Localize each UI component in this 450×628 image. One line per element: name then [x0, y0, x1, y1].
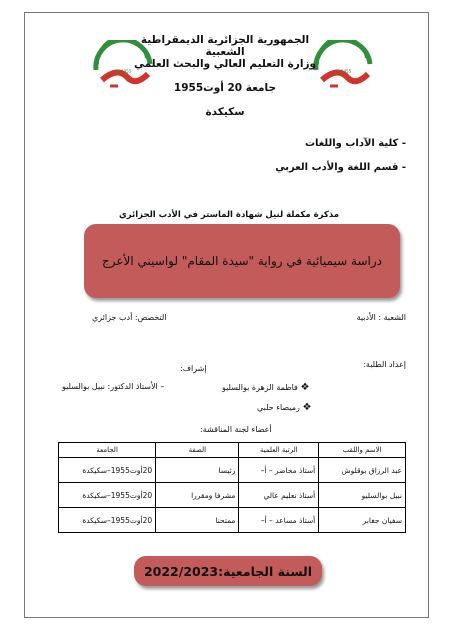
student-name: فاطمة الزهرة بوالسليو	[222, 383, 298, 392]
student-name: رميصاء حلبي	[257, 403, 300, 412]
table-cell: مشرفا ومقررا	[156, 483, 239, 508]
academic-year-box	[134, 556, 322, 586]
diamond-bullet-icon: ❖	[302, 402, 312, 413]
column-header: الجامعة	[59, 443, 156, 458]
department-line: - قسم اللغة والأدب العربي	[275, 162, 406, 173]
table-cell: أستاذ تعليم عالي	[239, 483, 319, 508]
ministry-name: وزارة التعليم العالي والبحث العلمي	[133, 58, 317, 70]
table-row	[59, 508, 406, 533]
table-row	[59, 458, 406, 483]
table-cell: 20أوت1955–سكيكدة	[59, 458, 156, 483]
student-item	[222, 382, 309, 393]
specialty-line: التخصص: أدب جزائري	[92, 313, 167, 322]
table-cell: أستاذ مساعد – أ–	[239, 508, 319, 533]
table-cell: أستاذ محاضر – أ–	[239, 458, 319, 483]
table-cell: 20أوت1955–سكيكدة	[59, 508, 156, 533]
svg-text:20 1955: 20 1955	[114, 69, 132, 74]
column-header: الصفة	[156, 443, 239, 458]
supervisor-line: – الأستاذ الدكتور: نبيل بوالسليو	[62, 382, 165, 391]
table-cell: 20أوت1955–سكيكدة	[59, 483, 156, 508]
committee-table	[58, 442, 406, 533]
thesis-title: دراسة سيميائية في رواية "سيدة المقام" لواسيني الأعرج	[102, 254, 382, 268]
faculty-line: - كلية الآداب واللغات	[304, 138, 406, 149]
city-name: سكيكدة	[205, 106, 245, 118]
student-item	[257, 402, 311, 413]
svg-text:20 1955: 20 1955	[334, 69, 352, 74]
table-cell: رئيسا	[156, 458, 239, 483]
branch-line: الشعبة : الأدبية	[356, 313, 406, 322]
thesis-title-box	[84, 224, 400, 298]
committee-label: أعضاء لجنة المناقشة:	[200, 425, 272, 434]
table-cell: سفيان جغابر	[319, 508, 406, 533]
republic-name: الجمهورية الجزائرية الديمقراطية الشعبية	[140, 34, 310, 58]
table-header-row	[59, 443, 406, 458]
academic-year: السنة الجامعية:2022/2023	[143, 563, 313, 579]
column-header: الرتبة العلمية	[239, 443, 319, 458]
university-name: جامعة 20 أوت1955	[173, 82, 277, 94]
column-header: الاسم واللقب	[319, 443, 406, 458]
supervision-label: إشراف:	[180, 364, 207, 373]
table-row	[59, 483, 406, 508]
memo-line: مذكرة مكملة لنيل شهادة الماستر في الأدب الجزائري	[118, 210, 340, 220]
table-cell: نبيل بوالسليو	[319, 483, 406, 508]
students-label: إعداد الطلبة:	[363, 360, 406, 369]
table-cell: ممتحنا	[156, 508, 239, 533]
diamond-bullet-icon: ❖	[300, 382, 310, 393]
table-cell: عبد الرزاق بوقلوش	[319, 458, 406, 483]
